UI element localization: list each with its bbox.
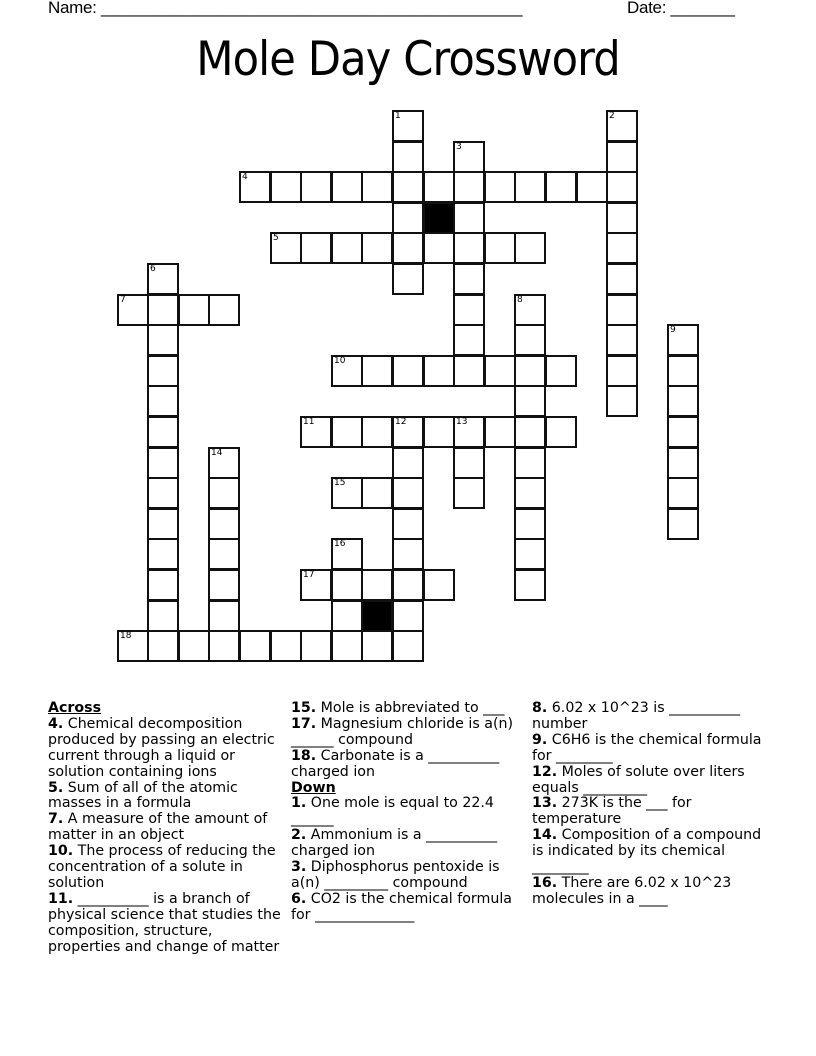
clue-number-label: 9 [670, 325, 676, 335]
clue-across-18 [291, 749, 517, 781]
grid-cell[interactable] [361, 569, 393, 601]
grid-cell[interactable] [147, 263, 179, 295]
grid-cell[interactable] [392, 110, 424, 142]
clue-number: 1. [291, 795, 307, 812]
clue-text: There are 6.02 x 10^23 molecules in a ____ [532, 874, 732, 907]
clue-down-6 [291, 892, 517, 924]
grid-cell[interactable] [392, 141, 424, 173]
grid-cell[interactable] [300, 416, 332, 448]
clue-number-label: 16 [334, 539, 346, 549]
clue-across-7 [48, 812, 284, 844]
grid-cell[interactable] [453, 294, 485, 326]
clue-number: 6. [291, 890, 307, 907]
grid-cell[interactable] [208, 447, 240, 479]
clue-number-label: 11 [303, 417, 315, 427]
clue-down-1 [291, 796, 517, 828]
grid-cell[interactable] [300, 569, 332, 601]
grid-cell[interactable] [453, 232, 485, 264]
clue-across-17 [291, 717, 517, 749]
grid-cell[interactable] [453, 355, 485, 387]
date-field-label: Date: _______ [627, 0, 735, 17]
grid-cell[interactable] [545, 171, 577, 203]
clue-number-label: 2 [609, 111, 615, 121]
grid-cell[interactable] [606, 171, 638, 203]
grid-cell[interactable] [514, 447, 546, 479]
clue-down-14 [532, 828, 768, 876]
grid-cell[interactable] [392, 416, 424, 448]
clue-number-label: 4 [242, 172, 248, 182]
grid-cell[interactable] [331, 569, 363, 601]
clue-text: Ammonium is a __________ charged ion [291, 827, 498, 860]
grid-cell[interactable] [514, 538, 546, 570]
clue-number-label: 3 [456, 142, 462, 152]
grid-cell[interactable] [361, 630, 393, 662]
grid-cell[interactable] [147, 324, 179, 356]
grid-cell[interactable] [667, 416, 699, 448]
grid-cell[interactable] [147, 477, 179, 509]
clue-text: C6H6 is the chemical formula for ________ [532, 731, 762, 764]
grid-cell[interactable] [514, 508, 546, 540]
grid-cell[interactable] [147, 447, 179, 479]
grid-cell[interactable] [606, 385, 638, 417]
grid-cell[interactable] [423, 171, 455, 203]
grid-cell[interactable] [667, 385, 699, 417]
grid-cell[interactable] [331, 171, 363, 203]
grid-cell[interactable] [392, 477, 424, 509]
blocked-cell [423, 202, 455, 234]
grid-cell[interactable] [453, 447, 485, 479]
clue-number-label: 14 [211, 448, 223, 458]
clue-down-8 [532, 701, 768, 733]
clues-column-1 [48, 701, 284, 956]
clue-number-label: 6 [150, 264, 156, 274]
clue-number-label: 10 [334, 356, 346, 366]
blocked-cell [361, 600, 393, 632]
grid-cell[interactable] [514, 232, 546, 264]
grid-cell[interactable] [270, 171, 302, 203]
grid-cell[interactable] [423, 355, 455, 387]
grid-cell[interactable] [239, 630, 271, 662]
grid-cell[interactable] [147, 569, 179, 601]
clues-column-2 [291, 701, 517, 924]
clue-across-10 [48, 844, 284, 892]
clue-number: 12. [532, 763, 558, 780]
grid-cell[interactable] [514, 324, 546, 356]
grid-cell[interactable] [576, 171, 608, 203]
grid-cell[interactable] [361, 477, 393, 509]
clue-text: 6.02 x 10^23 is __________ number [532, 700, 741, 732]
grid-cell[interactable] [606, 232, 638, 264]
page-title: Mole Day Crossword [196, 32, 620, 87]
clue-down-3 [291, 860, 517, 892]
grid-cell[interactable] [270, 630, 302, 662]
clue-number: 17. [291, 715, 317, 732]
grid-cell[interactable] [392, 630, 424, 662]
grid-cell[interactable] [361, 232, 393, 264]
clue-text: Carbonate is a __________ charged ion [291, 747, 500, 780]
grid-cell[interactable] [178, 294, 210, 326]
clue-text: Magnesium chloride is a(n) ______ compound [291, 715, 514, 748]
clue-down-9 [532, 733, 768, 765]
grid-cell[interactable] [423, 232, 455, 264]
clue-number-label: 12 [395, 417, 407, 427]
grid-cell[interactable] [392, 508, 424, 540]
grid-cell[interactable] [392, 355, 424, 387]
clue-text: __________ is a branch of physical science that studies the composition, structure, properties and change of matter [48, 890, 281, 955]
grid-cell[interactable] [331, 355, 363, 387]
grid-cell[interactable] [208, 538, 240, 570]
grid-cell[interactable] [514, 294, 546, 326]
clue-down-12 [532, 765, 768, 797]
grid-cell[interactable] [484, 232, 516, 264]
clue-across-15 [291, 701, 517, 717]
grid-cell[interactable] [270, 232, 302, 264]
grid-cell[interactable] [514, 416, 546, 448]
grid-cell[interactable] [606, 110, 638, 142]
clue-number: 11. [48, 890, 74, 907]
clue-number: 14. [532, 827, 558, 844]
grid-cell[interactable] [667, 508, 699, 540]
grid-cell[interactable] [453, 263, 485, 295]
grid-cell[interactable] [392, 447, 424, 479]
grid-cell[interactable] [423, 416, 455, 448]
grid-cell[interactable] [300, 630, 332, 662]
clue-number: 9. [532, 731, 548, 748]
clue-text: A measure of the amount of matter in an object [48, 811, 268, 844]
grid-cell[interactable] [208, 294, 240, 326]
grid-cell[interactable] [392, 569, 424, 601]
grid-cell[interactable] [484, 171, 516, 203]
grid-cell[interactable] [117, 630, 149, 662]
clue-number-label: 1 [395, 111, 401, 121]
grid-cell[interactable] [514, 355, 546, 387]
grid-cell[interactable] [178, 630, 210, 662]
clue-number: 2. [291, 827, 307, 844]
clue-number: 16. [532, 874, 558, 891]
grid-cell[interactable] [606, 324, 638, 356]
grid-cell[interactable] [606, 263, 638, 295]
clue-text: Mole is abbreviated to ___ [320, 700, 505, 716]
grid-cell[interactable] [331, 538, 363, 570]
grid-cell[interactable] [484, 416, 516, 448]
grid-cell[interactable] [453, 477, 485, 509]
grid-cell[interactable] [545, 416, 577, 448]
grid-cell[interactable] [514, 477, 546, 509]
grid-cell[interactable] [392, 600, 424, 632]
grid-cell[interactable] [331, 232, 363, 264]
clues-column-3 [532, 701, 768, 908]
grid-cell[interactable] [423, 569, 455, 601]
grid-cell[interactable] [208, 569, 240, 601]
grid-cell[interactable] [361, 171, 393, 203]
grid-cell[interactable] [147, 416, 179, 448]
clue-number: 3. [291, 859, 307, 876]
clue-down-13 [532, 796, 768, 828]
grid-cell[interactable] [484, 355, 516, 387]
across-heading: Across [48, 700, 102, 716]
grid-cell[interactable] [453, 324, 485, 356]
clue-number-label: 17 [303, 570, 315, 580]
grid-cell[interactable] [361, 355, 393, 387]
clue-number: 4. [48, 715, 64, 732]
grid-cell[interactable] [117, 294, 149, 326]
clue-across-11 [48, 892, 284, 956]
grid-cell[interactable] [361, 416, 393, 448]
grid-cell[interactable] [300, 232, 332, 264]
grid-cell[interactable] [392, 263, 424, 295]
grid-cell[interactable] [147, 355, 179, 387]
grid-cell[interactable] [606, 355, 638, 387]
down-heading: Down [291, 779, 336, 796]
clue-number-label: 13 [456, 417, 468, 427]
grid-cell[interactable] [147, 294, 179, 326]
grid-cell[interactable] [239, 171, 271, 203]
grid-cell[interactable] [514, 569, 546, 601]
clue-number-label: 15 [334, 478, 346, 488]
grid-cell[interactable] [606, 141, 638, 173]
grid-cell[interactable] [392, 232, 424, 264]
grid-cell[interactable] [453, 202, 485, 234]
grid-cell[interactable] [331, 416, 363, 448]
clue-text: One mole is equal to 22.4 ______ [291, 795, 494, 828]
clue-down-16 [532, 876, 768, 908]
grid-cell[interactable] [667, 355, 699, 387]
grid-cell[interactable] [667, 447, 699, 479]
clue-number: 5. [48, 779, 64, 796]
grid-cell[interactable] [667, 477, 699, 509]
grid-cell[interactable] [147, 600, 179, 632]
grid-cell[interactable] [147, 538, 179, 570]
clue-text: Chemical decomposition produced by passing an electric current through a liquid or solution containing ions [48, 715, 275, 780]
grid-cell[interactable] [208, 600, 240, 632]
clue-across-5 [48, 781, 284, 813]
grid-cell[interactable] [667, 324, 699, 356]
clue-text: 273K is the ___ for temperature [532, 795, 692, 828]
clue-number: 8. [532, 700, 548, 716]
clue-down-2 [291, 828, 517, 860]
grid-cell[interactable] [453, 416, 485, 448]
clue-number: 10. [48, 843, 74, 860]
grid-cell[interactable] [331, 600, 363, 632]
grid-cell[interactable] [453, 171, 485, 203]
grid-cell[interactable] [392, 538, 424, 570]
clue-text: Composition of a compound is indicated by its chemical ________ [532, 827, 762, 876]
name-field-label: Name: ______________________________________________ [48, 0, 523, 17]
grid-cell[interactable] [300, 171, 332, 203]
grid-cell[interactable] [147, 630, 179, 662]
grid-cell[interactable] [208, 477, 240, 509]
clue-number-label: 8 [517, 295, 523, 305]
clue-number-label: 5 [273, 233, 279, 243]
grid-cell[interactable] [514, 171, 546, 203]
grid-cell[interactable] [392, 171, 424, 203]
grid-cell[interactable] [453, 141, 485, 173]
clue-number-label: 7 [120, 295, 126, 305]
clue-text: CO2 is the chemical formula for ______________ [291, 890, 512, 923]
clue-number: 18. [291, 747, 317, 764]
clue-number: 13. [532, 795, 558, 812]
grid-cell[interactable] [514, 385, 546, 417]
clue-number: 7. [48, 811, 64, 828]
clue-text: The process of reducing the concentration of a solute in solution [48, 843, 276, 891]
grid-cell[interactable] [606, 202, 638, 234]
grid-cell[interactable] [392, 202, 424, 234]
clue-text: Moles of solute over liters equals _________ [532, 763, 745, 796]
grid-cell[interactable] [545, 355, 577, 387]
grid-cell[interactable] [147, 385, 179, 417]
clue-number: 15. [291, 700, 317, 716]
clue-number-label: 18 [120, 631, 132, 641]
grid-cell[interactable] [208, 508, 240, 540]
grid-cell[interactable] [606, 294, 638, 326]
grid-cell[interactable] [147, 508, 179, 540]
clue-text: Sum of all of the atomic masses in a formula [48, 779, 238, 812]
clue-across-4 [48, 717, 284, 781]
grid-cell[interactable] [331, 630, 363, 662]
grid-cell[interactable] [208, 630, 240, 662]
clue-text: Diphosphorus pentoxide is a(n) _________ compound [291, 859, 500, 891]
grid-cell[interactable] [331, 477, 363, 509]
